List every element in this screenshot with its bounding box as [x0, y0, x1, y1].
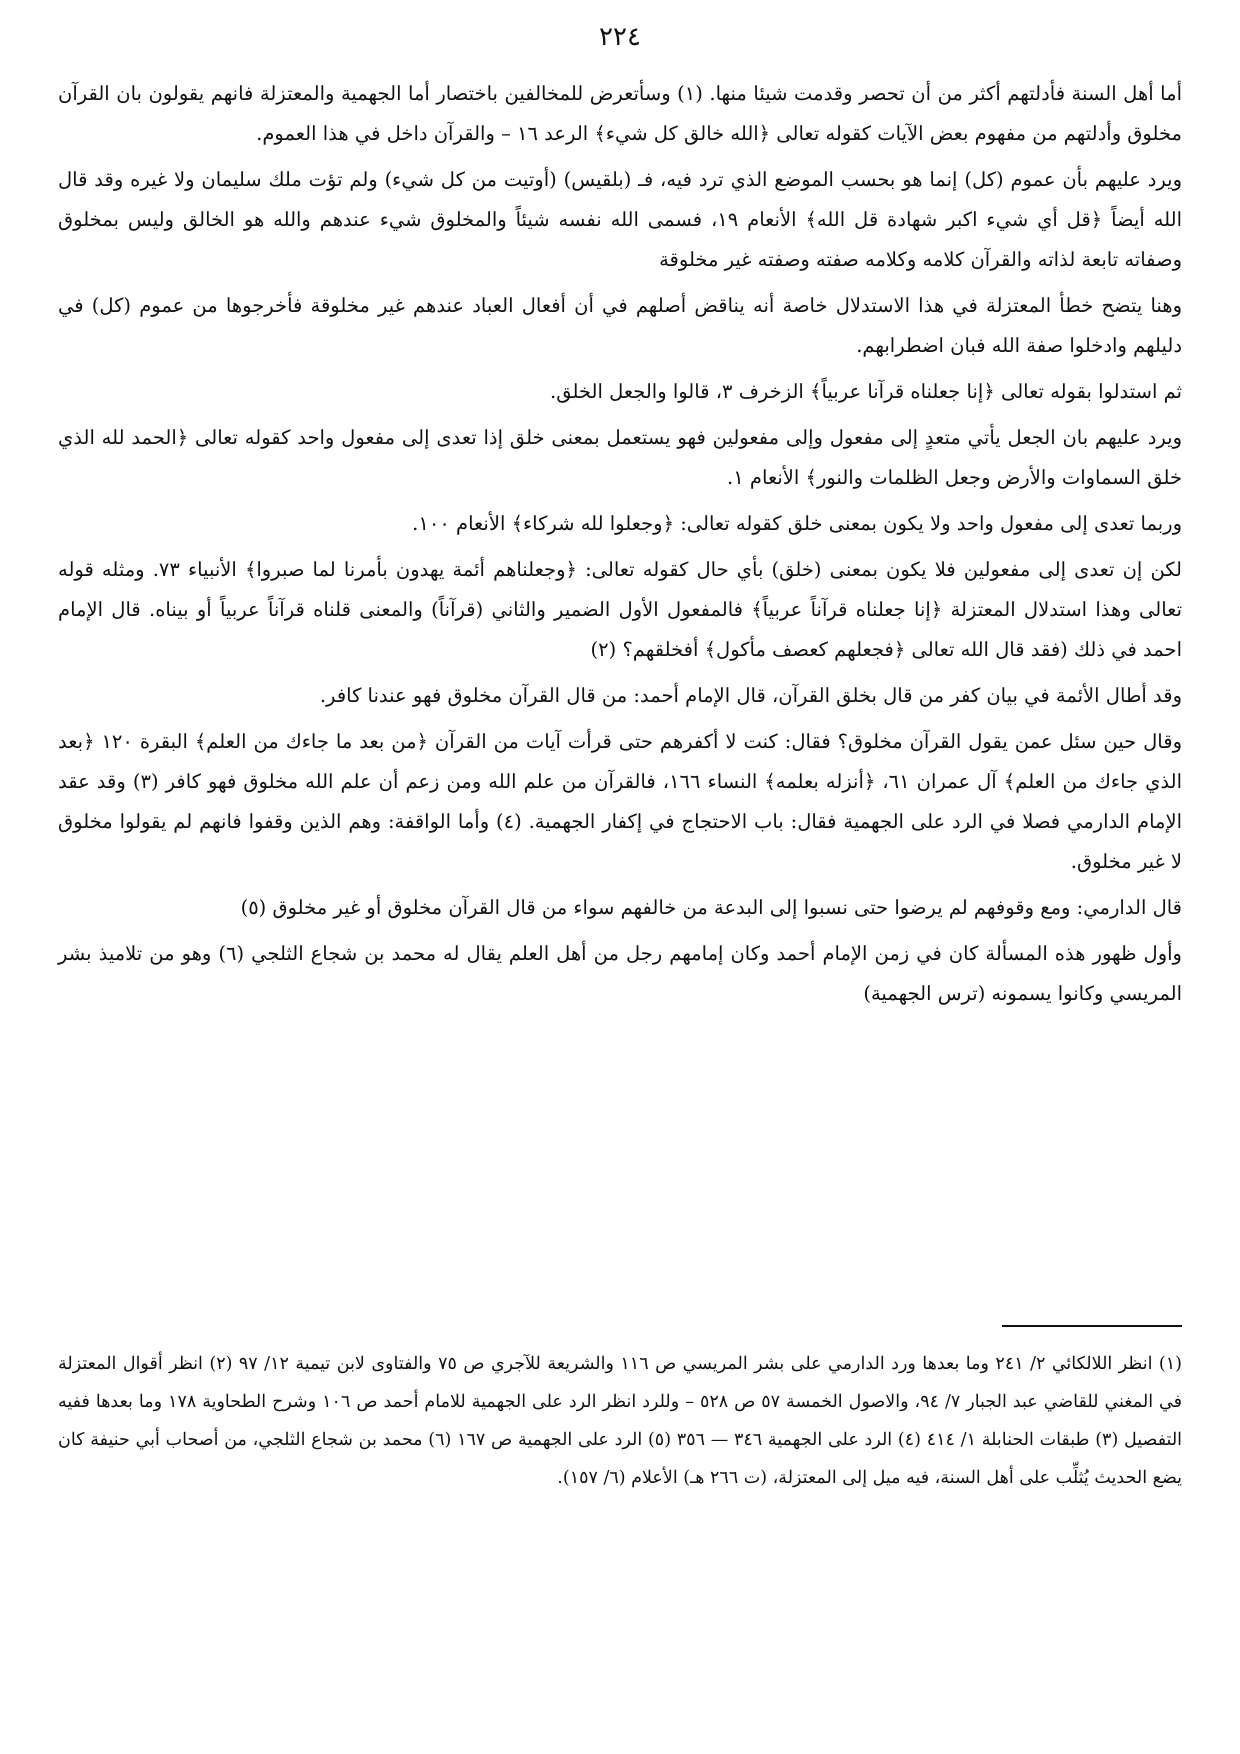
paragraph-1: أما أهل السنة فأدلتهم أكثر من أن تحصر وقدمت شيئا منها. (١) وسأتعرض للمخالفين باختصار أما الجهمية والمعتزلة فانهم يقولون بان القرآن مخلوق وأدلتهم من مفهوم بعض الآيات كقوله تعالى ﴿الله خالق كل شيء﴾ الرعد ١٦ – والقرآن داخل في هذا العموم.	[58, 82, 1182, 145]
paragraph-8: وقد أطال الأئمة في بيان كفر من قال بخلق القرآن، قال الإمام أحمد: من قال القرآن مخلوق فهو عندنا كافر.	[319, 684, 1182, 707]
footnotes	[58, 1345, 1182, 1497]
paragraph-2: ويرد عليهم بأن عموم (كل) إنما هو بحسب الموضع الذي ترد فيه، فـ (بلقيس) (أوتيت من كل شيء) ولم تؤت ملك سليمان ولا غيره وقد قال الله أيضاً ﴿قل أي شيء اكبر شهادة قل الله﴾ الأنعام ١٩، فسمى الله نفسه شيئاً والمخلوق شيء عندهم والله هو الخالق وليس بمخلوق وصفاته تابعة لذاته والقرآن كلامه وكلامه صفته وصفته غير مخلوقة	[58, 168, 1182, 271]
paragraph-9: وقال حين سئل عمن يقول القرآن مخلوق؟ فقال: كنت لا أكفرهم حتى قرأت آيات من القرآن ﴿من بعد ما جاءك من العلم﴾ البقرة ١٢٠ ﴿بعد الذي جاءك من العلم﴾ آل عمران ٦١، ﴿أنزله بعلمه﴾ النساء ١٦٦، فالقرآن من علم الله ومن زعم أن علم الله مخلوق فهو كافر (٣) وقد عقد الإمام الدارمي فصلا في الرد على الجهمية فقال: باب الاحتجاج في إكفار الجهمية. (٤) وأما الواقفة: وهم الذين وقفوا فانهم لم يقولوا مخلوق لا غير مخلوق.	[58, 730, 1182, 873]
paragraph-11: وأول ظهور هذه المسألة كان في زمن الإمام أحمد وكان إمامهم رجل من أهل العلم يقال له محمد بن شجاع الثلجي (٦) وهو من تلاميذ بشر المريسي وكانوا يسمونه (ترس الجهمية)	[58, 942, 1182, 1005]
paragraph-10: قال الدارمي: ومع وقوفهم لم يرضوا حتى نسبوا إلى البدعة من خالفهم سواء من قال القرآن مخلوق أو غير مخلوق (٥)	[240, 896, 1182, 919]
paragraph-4: ثم استدلوا بقوله تعالى ﴿إنا جعلناه قرآنا عربياً﴾ الزخرف ٣، قالوا والجعل الخلق.	[550, 380, 1182, 403]
footnotes-text: (١) انظر اللالكائي ٢/ ٢٤١ وما بعدها ورد الدارمي على بشر المريسي ص ١١٦ والشريعة للآجري ص ٧٥ والفتاوى لابن تيمية ١٢/ ٩٧ (٢) انظر أقوال المعتزلة في المغني للقاضي عبد الجبار ٧/ ٩٤، والاصول الخمسة ٥٧ ص ٥٢٨ – وللرد انظر الرد على الجهمية للامام أحمد ص ١٠٦ وشرح الطحاوية ١٧٨ وما بعدها ففيه التفصيل (٣) طبقات الحنابلة ١/ ٤١٤ (٤) الرد على الجهمية ٣٤٦ — ٣٥٦ (٥) الرد على الجهمية ص ١٦٧ (٦) محمد بن شجاع الثلجي، من أصحاب أبي حنيفة كان يضع الحديث يُثلِّب على أهل السنة، فيه ميل إلى المعتزلة، (ت ٢٦٦ هـ) الأعلام (٦/ ١٥٧).	[58, 1354, 1183, 1488]
main-text	[58, 74, 1182, 1020]
paragraph-5: ويرد عليهم بان الجعل يأتي متعدٍ إلى مفعول وإلى مفعولين فهو يستعمل بمعنى خلق إذا تعدى إلى مفعول واحد كقوله تعالى ﴿الحمد لله الذي خلق السماوات والأرض وجعل الظلمات والنور﴾ الأنعام ١.	[58, 426, 1182, 489]
page-number: ٢٢٤	[599, 22, 641, 52]
paragraph-3: وهنا يتضح خطأ المعتزلة في هذا الاستدلال خاصة أنه يناقض أصلهم في أن أفعال العباد عندهم غير مخلوقة فأخرجوها من عموم (كل) في دليلهم وادخلوا صفة الله فبان اضطرابهم.	[58, 294, 1182, 357]
paragraph-6: وربما تعدى إلى مفعول واحد ولا يكون بمعنى خلق كقوله تعالى: ﴿وجعلوا لله شركاء﴾ الأنعام ١٠٠.	[412, 512, 1182, 535]
paragraph-7: لكن إن تعدى إلى مفعولين فلا يكون بمعنى (خلق) بأي حال كقوله تعالى: ﴿وجعلناهم أئمة يهدون بأمرنا لما صبروا﴾ الأنبياء ٧٣. ومثله قوله تعالى وهذا استدلال المعتزلة ﴿إنا جعلناه قرآناً عربياً﴾ فالمفعول الأول الضمير والثاني (قرآناً) والمعنى قلناه قرآناً عربياً أو بيناه. قال الإمام احمد في ذلك (فقد قال الله تعالى ﴿فجعلهم كعصف مأكول﴾ أفخلقهم؟ (٢)	[58, 558, 1182, 661]
footnote-separator	[1002, 1325, 1182, 1327]
